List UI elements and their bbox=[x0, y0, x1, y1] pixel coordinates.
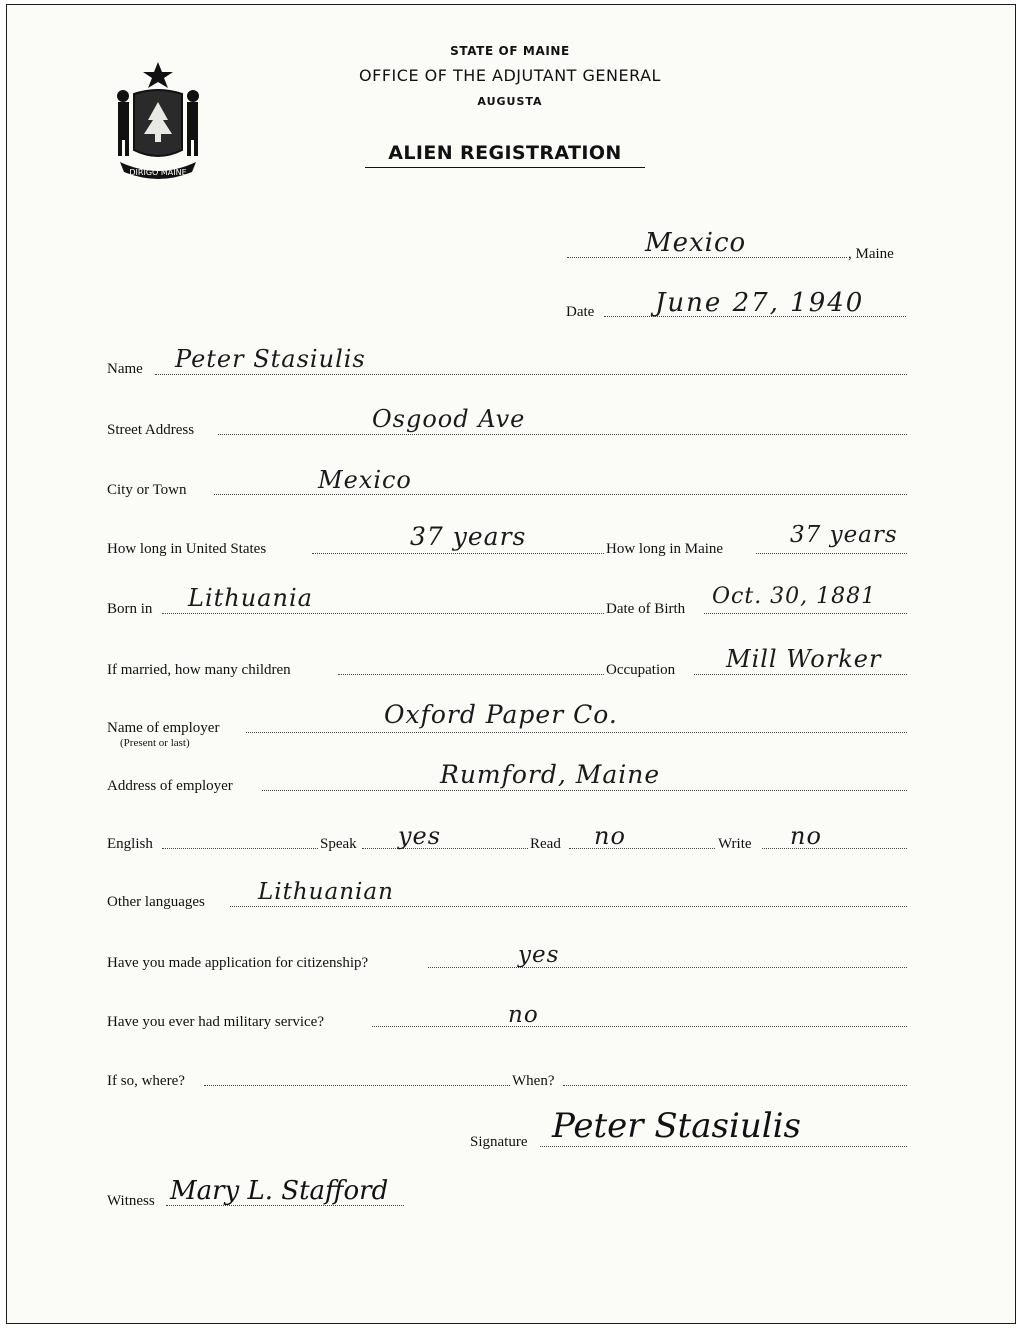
employer-value: Oxford Paper Co. bbox=[384, 700, 618, 729]
signature-dotted-line bbox=[540, 1146, 907, 1147]
name-label: Name bbox=[107, 361, 143, 377]
born-label: Born in bbox=[107, 601, 153, 617]
city-dotted-line bbox=[214, 494, 907, 495]
maine-duration-value: 37 years bbox=[790, 522, 898, 548]
employer-label: Name of employer bbox=[107, 720, 220, 736]
speak-value: yes bbox=[398, 822, 442, 850]
where-label: If so, where? bbox=[107, 1073, 185, 1089]
languages-label: Other languages bbox=[107, 894, 205, 910]
witness-label: Witness bbox=[107, 1193, 155, 1209]
when-dotted-line bbox=[563, 1085, 907, 1086]
english-label: English bbox=[107, 836, 153, 852]
date-label: Date bbox=[566, 304, 595, 320]
header-office: OFFICE OF THE ADJUTANT GENERAL bbox=[359, 66, 661, 85]
when-label: When? bbox=[512, 1073, 555, 1089]
occupation-label: Occupation bbox=[606, 662, 676, 678]
military-label: Have you ever had military service? bbox=[107, 1014, 324, 1030]
dob-label: Date of Birth bbox=[606, 601, 686, 617]
military-dotted-line bbox=[372, 1026, 907, 1027]
maine-duration-label: How long in Maine bbox=[606, 541, 724, 557]
citizenship-label: Have you made application for citizenship? bbox=[107, 955, 369, 971]
place-label: , Maine bbox=[848, 246, 894, 262]
employer-sublabel: (Present or last) bbox=[120, 737, 190, 749]
street-value: Osgood Ave bbox=[372, 405, 526, 433]
form-title: ALIEN REGISTRATION bbox=[365, 142, 645, 168]
occupation-dotted-line bbox=[694, 674, 907, 675]
maine-state-seal-icon bbox=[106, 58, 210, 182]
date-value: June 27, 1940 bbox=[655, 288, 865, 318]
born-value: Lithuania bbox=[188, 584, 313, 612]
children-dotted-line bbox=[338, 674, 604, 675]
write-value: no bbox=[790, 822, 822, 850]
header-city: AUGUSTA bbox=[477, 95, 543, 108]
read-dotted-line bbox=[569, 848, 715, 849]
us-duration-label: How long in United States bbox=[107, 541, 267, 557]
born-dotted-line bbox=[162, 613, 604, 614]
citizenship-value: yes bbox=[518, 942, 560, 968]
citizenship-dotted-line bbox=[428, 967, 907, 968]
write-label: Write bbox=[718, 836, 752, 852]
place-value: Mexico bbox=[645, 228, 747, 258]
street-label: Street Address bbox=[107, 422, 195, 438]
read-value: no bbox=[594, 822, 626, 850]
employer-address-label: Address of employer bbox=[107, 778, 233, 794]
dob-value: Oct. 30, 1881 bbox=[712, 584, 877, 609]
military-value: no bbox=[508, 1002, 539, 1028]
maine-duration-dotted-line bbox=[756, 553, 907, 554]
employer-address-dotted-line bbox=[262, 790, 907, 791]
write-dotted-line bbox=[762, 848, 907, 849]
speak-dotted-line bbox=[362, 848, 528, 849]
occupation-value: Mill Worker bbox=[726, 645, 882, 673]
city-value: Mexico bbox=[318, 466, 412, 494]
children-label: If married, how many children bbox=[107, 662, 291, 678]
svg-text:DIRIGO MAINE: DIRIGO MAINE bbox=[129, 168, 187, 177]
us-duration-value: 37 years bbox=[410, 522, 527, 551]
dob-dotted-line bbox=[704, 613, 907, 614]
city-label: City or Town bbox=[107, 482, 187, 498]
languages-value: Lithuanian bbox=[258, 879, 394, 905]
us-duration-dotted-line bbox=[312, 553, 604, 554]
signature-value: Peter Stasiulis bbox=[552, 1106, 801, 1146]
signature-label: Signature bbox=[470, 1134, 528, 1150]
english-dotted-line bbox=[162, 848, 318, 849]
name-value: Peter Stasiulis bbox=[175, 345, 366, 373]
street-dotted-line bbox=[218, 434, 907, 435]
employer-address-value: Rumford, Maine bbox=[440, 760, 661, 789]
employer-dotted-line bbox=[246, 732, 907, 733]
witness-value: Mary L. Stafford bbox=[170, 1176, 389, 1206]
where-dotted-line bbox=[204, 1085, 510, 1086]
header-state: STATE OF MAINE bbox=[450, 44, 570, 58]
speak-label: Speak bbox=[320, 836, 357, 852]
languages-dotted-line bbox=[230, 906, 907, 907]
name-dotted-line bbox=[155, 374, 907, 375]
read-label: Read bbox=[530, 836, 561, 852]
